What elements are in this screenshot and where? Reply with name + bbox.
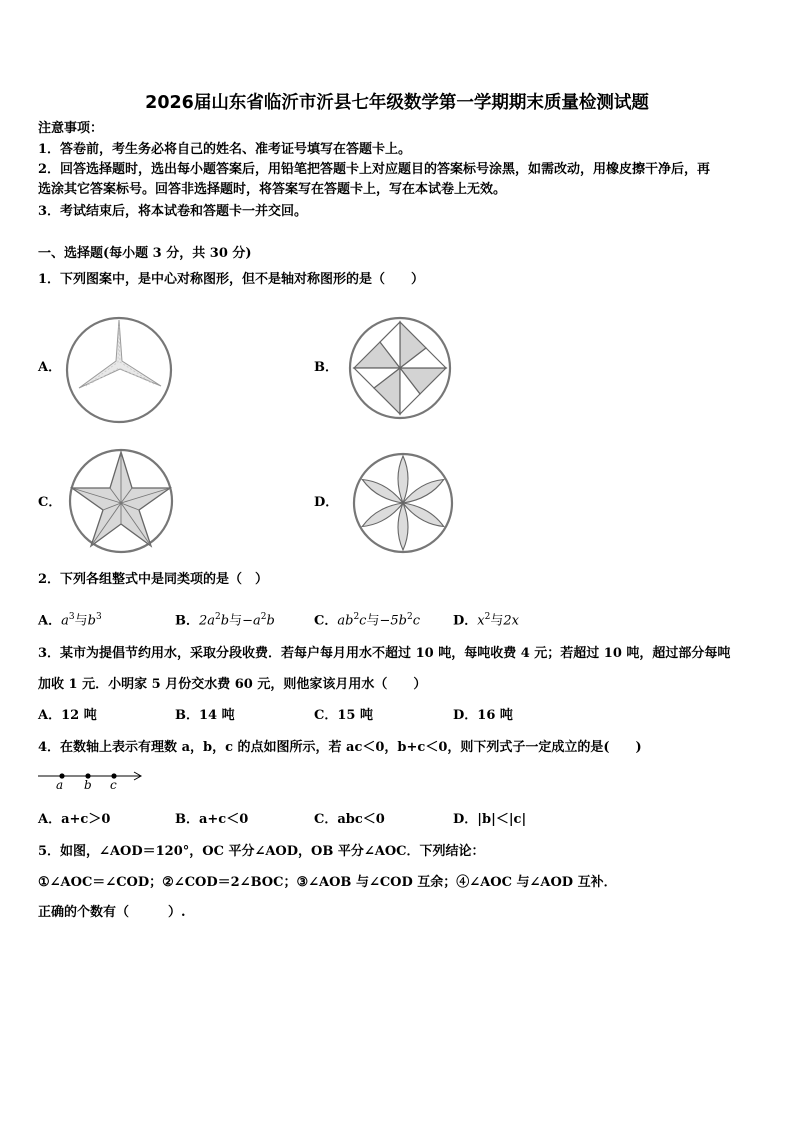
q1-figure-a bbox=[64, 316, 174, 426]
q1-option-a-label: A． bbox=[38, 360, 62, 375]
q2-option-d: D．$x^2$与2x bbox=[453, 612, 519, 629]
q4-option-d: D．|b|＜|c| bbox=[453, 812, 527, 827]
q3-option-b: B．14 吨 bbox=[175, 708, 235, 723]
notice-item-1: 1．答卷前，考生务必将自己的姓名、准考证号填写在答题卡上。 bbox=[38, 142, 412, 157]
q2-stem: 2．下列各组整式中是同类项的是（ ） bbox=[38, 572, 269, 587]
q1-option-c-label: C． bbox=[38, 495, 62, 510]
q4-stem: 4．在数轴上表示有理数 a，b，c 的点如图所示，若 ac＜0，b+c＜0，则下列式子一定成立的是( ) bbox=[38, 740, 642, 755]
q1-option-d-label: D． bbox=[314, 495, 339, 510]
q1-figure-b bbox=[348, 316, 452, 420]
q5-line-3: 正确的个数有（ ）. bbox=[38, 905, 186, 920]
q1-option-b-label: B． bbox=[314, 360, 338, 375]
q2-option-b: B．$2a^2b$与$-a^2b$ bbox=[175, 612, 275, 629]
q4-label-a: a bbox=[56, 778, 64, 792]
notice-item-3: 3．考试结束后，将本试卷和答题卡一并交回。 bbox=[38, 204, 308, 219]
q1-figure-d bbox=[352, 452, 454, 554]
q3-option-d: D．16 吨 bbox=[453, 708, 513, 723]
q1-stem: 1．下列图案中，是中心对称图形，但不是轴对称图形的是（ ） bbox=[38, 272, 425, 287]
q3-line-1: 3．某市为提倡节约用水，采取分段收费．若每户每月用水不超过 10 吨，每吨收费 4 元；若超过 10 吨，超过部分每吨 bbox=[38, 646, 731, 661]
q5-line-1: 5．如图，∠AOD＝120°，OC 平分∠AOD，OB 平分∠AOC．下列结论： bbox=[38, 844, 485, 859]
q4-option-c: C．abc＜0 bbox=[314, 812, 385, 827]
page-title: 2026届山东省临沂市沂县七年级数学第一学期期末质量检测试题 bbox=[145, 93, 649, 113]
q1-figure-c bbox=[66, 448, 176, 554]
section-heading: 一、选择题(每小题 3 分，共 30 分) bbox=[38, 246, 252, 261]
q4-label-c: c bbox=[110, 778, 117, 792]
q4-label-b: b bbox=[84, 778, 92, 792]
q4-option-b: B．a+c＜0 bbox=[175, 812, 249, 827]
q3-option-c: C．15 吨 bbox=[314, 708, 373, 723]
q3-option-a: A．12 吨 bbox=[38, 708, 97, 723]
q5-line-2: ①∠AOC＝∠COD；②∠COD＝2∠BOC；③∠AOB 与∠COD 互余；④∠AOC 与∠AOD 互补． bbox=[38, 875, 617, 890]
notice-item-2b: 选涂其它答案标号。回答非选择题时，将答案写在答题卡上，写在本试卷上无效。 bbox=[38, 182, 507, 197]
q3-line-2: 加收 1 元．小明家 5 月份交水费 60 元，则他家该月用水（ ） bbox=[38, 677, 427, 692]
notice-heading: 注意事项： bbox=[38, 121, 104, 136]
q2-option-a: A．$a^3$与$b^3$ bbox=[38, 612, 102, 629]
notice-item-2a: 2．回答选择题时，选出每小题答案后，用铅笔把答题卡上对应题目的答案标号涂黑，如需改动，用橡皮擦干净后，再 bbox=[38, 162, 711, 177]
q2-option-c: C．$ab^2c$与$-5b^2c$ bbox=[314, 612, 420, 629]
q4-option-a: A．a+c＞0 bbox=[38, 812, 111, 827]
